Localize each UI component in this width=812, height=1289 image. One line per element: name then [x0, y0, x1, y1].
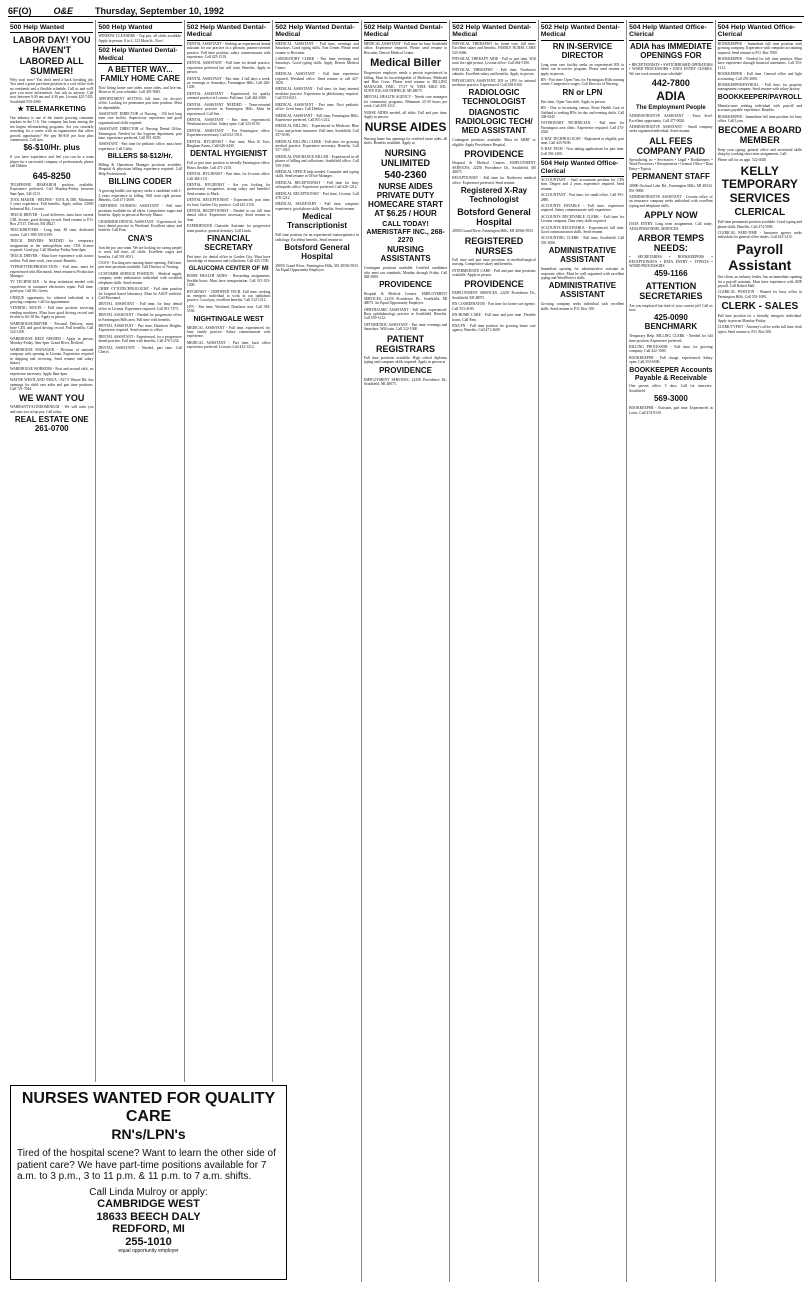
classified-ad: RN-HOME CARE - Full time and part time. Flexible hours. Call Pam. — [452, 313, 536, 322]
display-headline: ALL FEES COMPANY PAID — [636, 135, 706, 156]
classified-ad: Specializing in: • Secretaries • Legal • Bookkeepers • Word Processors • Receptionists • General Office • Data Entry • Typists — [629, 157, 713, 171]
display-headline: The Employment People — [636, 105, 706, 112]
classified-ad: TRUCK DRIVER - Must have experience with tractor trailers. Full time work, year round. Benefits. — [10, 254, 94, 263]
classified-ad: Now hiring home care aides, nurse aides, and live-ins. Hours to fit your schedule. Call 455-5683. — [98, 85, 182, 95]
display-headline: Payroll Assistant — [728, 240, 792, 273]
classified-ad: WAREHOUSE MANAGER - Division of national company with opening in Livonia. Experience required in shipping and receiving. Send resume and salary history. — [10, 347, 94, 365]
display-headline: RN IN-SERVICE DIRECTOR — [552, 41, 613, 60]
classified-ad: MEDICAL RECEPTIONIST - Full time for busy orthopedic office. Experience preferred. Call 626-1212. — [275, 180, 359, 190]
classified-ad: TRUCKDRIVERS - Long haul, 48 state, dedicated routes. Call 1-800-555-0199. — [10, 228, 94, 237]
classified-ad: Immediate opening for administrative assistant in corporate office. Must be well organized with excellent typing and WordPerfect skills. — [540, 267, 625, 280]
classified-ad: WINDOW CLEANERS - Top pay, all shifts available. Apply in person. 8 to 4, 123 Main St., Novi. — [98, 34, 182, 43]
ad-address: 18633 BEECH DALY — [96, 1210, 201, 1223]
classified-ad: MEDICAL ASSISTANT - Full time, Farmington Hills. Experience preferred. Call 851-1212. — [275, 113, 359, 122]
classified-ad: MEDICAL ASSISTANT - Part time, Novi pediatric office. Great hours. Call Debbie. — [275, 102, 359, 112]
classified-ad: DENTAL ASSISTANT - Experienced, for quality oriented practice in Livonia. Full time. Call 464-1000. — [186, 91, 271, 101]
classified-ad: X-RAY TECH - Now taking applications for part time. Call 356-1400. — [540, 147, 625, 156]
classified-ad: Nursing home has openings for certified nurse aides, all shifts. Benefits available. Apply at — [363, 136, 448, 146]
display-headline: ADMINISTRATIVE ASSISTANT — [548, 246, 617, 265]
classified-ad: MEDICAL ASSISTANT - Full time experience required, Westland office. Send resume or call 427-1020. — [275, 72, 359, 86]
section-heading: 504 Help Wanted Office-Clerical — [718, 22, 802, 41]
classified-ad: DENTAL ASSISTANT - For Farmington office. Experience necessary. Call 652-1010. — [186, 128, 271, 138]
section-heading: 502 Help Wanted Dental-Medical — [275, 22, 358, 41]
display-headline: 569-3000 — [653, 394, 688, 404]
display-headline: Medical Biller — [370, 57, 441, 70]
classified-ad: A growing health care agency seeks a candidate with 1-2 years experience in billing. Will train right person. Benefits. Call 471-2600. — [98, 189, 182, 203]
classified-ad: RN/LPN - Full time position for growing home care agency. Benefits. Call 471-2600. — [452, 323, 536, 333]
classified-ad: Our client, an industry leader, has an immediate opening for a payroll assistant. Must have experience with ADP payroll. Call Robert Half. — [717, 275, 802, 289]
classified-ad: DENTAL ASSISTANT - Full time for dental practice, experience preferred but will train. Benefits. Apply in person. — [186, 61, 271, 75]
classified-ad: DENTAL RECEPTIONIST - Needed in our full time dental office. Experience necessary. Send resume to Ann. — [186, 208, 271, 222]
classified-ad: ACCOUNTANT - Staff accountant position for CPA firm. Degree and 2 years experience required. Send resume. — [540, 177, 625, 191]
classified-ad: BOOKKEEPER - Needed for full time position. Must have experience through financial statements. Call 353-1212. — [717, 57, 802, 70]
page-date: Thursday, September 10, 1992 — [95, 6, 224, 16]
column-8 — [627, 20, 715, 1282]
section-heading: 504 Help Wanted Office-Clerical — [541, 158, 624, 177]
classified-ad: Full time position for an experienced transcriptionist in radiology. Excellent benefits. Send resume to: — [275, 233, 359, 242]
classified-ad: DENTAL ASSISTANT NEEDED - Team-oriented preventive practice in Farmington Hills. Must be experienced. Call Sue. — [186, 102, 271, 116]
classified-ad: ACCOUNTS RECEIVABLE - Experienced, full time. Good communication skills. Send resume. — [540, 225, 625, 235]
display-headline: CNA'S — [127, 233, 153, 243]
display-headline: Registered X-Ray Technologist — [460, 186, 528, 205]
classified-ad: HYGIENIST - CERTIFIED TECH. Full time, seeking an energetic individual to work in our opthalmic practice. Good pay, excellent benefits. Call 312-1212. — [186, 289, 271, 303]
classified-ad: APPOINTMENT SETTING full time, for doctor's office. Looking for permanent part time position. Must be dependable. — [98, 96, 182, 110]
display-headline: PROVIDENCE — [379, 280, 432, 290]
display-headline: BILLING CODER — [108, 177, 172, 187]
display-headline: BOOKKEEPER/PAYROLL — [717, 93, 802, 101]
classified-ad: RN COORDINATOR - Part time for home care agency. Call 553-4100. — [452, 302, 536, 311]
classified-ad: DENTAL RECEPTIONIST - Experienced, part time, for busy Garden City practice. Call 425-2150. — [186, 198, 271, 207]
classified-ad: 28000 Orchard Lake Rd., Farmington Hills, MI 48334. 851-9000. — [629, 184, 713, 193]
classified-ad: • SECRETARIES • BOOKKEEPERS • RECEPTIONISTS • DATA ENTRY • TYPISTS • WORD PROCESSORS — [629, 255, 713, 269]
classified-ad: LPN - Part time, Westland, Dearborn area. Call 584-5530. — [186, 304, 271, 314]
display-headline: FINANCIAL SECRETARY — [204, 233, 253, 252]
classified-ad: If you have experience and feel you can be a team player for a successful company of professionals, please call Debbie — [10, 155, 94, 169]
ad-city: REDFORD, MI — [112, 1223, 185, 1235]
section-heading: 500 Help Wanted — [10, 22, 93, 33]
column-9 — [716, 20, 804, 1282]
classified-ad: MEDICAL OFFICE help needed. Computer and typing skills. Send resume to Office Manager. — [275, 169, 359, 179]
page-number: 6F(O) — [8, 6, 32, 16]
classified-ad: PHYSICAL THERAPIST for home care, full time. Excellent salary and benefits. FAMILY NURSE CARE 525-0466. — [452, 41, 536, 55]
classified-ad: PHYSICAL THERAPY AIDE - Full or part time. Will train the right person. Livonia office. Call 464-5100. — [452, 57, 536, 66]
classified-ad: Full or part time position in friendly Farmington office. Hours flexible. Call 471-2155. — [186, 161, 271, 170]
classified-ad: WARRANTY/CONDOMINIUM - We will train you and start you at top pay. Call today. — [10, 405, 94, 414]
classified-ad: WAREHOUSE/DRIVER - Personal Delivery, must have CDL and good driving record. Full benefits. Call 522-1200. — [10, 321, 94, 335]
classified-ad: Growing company seeks individual with excellent skills. Send resume to P.O. Box 100. — [540, 302, 625, 311]
display-headline: ATTENTION SECRETARIES — [639, 281, 703, 302]
classified-ad: ACCOUNTING CLERK - Full time, Southfield. Call 355-1000. — [540, 236, 625, 245]
display-headline: 540-2360 — [384, 169, 427, 181]
classified-ad: MENTAL HEALTH AGENCY - Needs case managers for community programs. Minimum 25-30 hours per week. Call 459-1212. — [363, 95, 448, 109]
classified-ad: ADMINISTRATIVE ASSISTANT - Entry level. Excellent opportunity. Call 477-0020. — [629, 114, 713, 123]
classified-ad: WAREHOUSE WORKERS - First and second shift, no experience necessary. Apply 8am-4pm. — [10, 367, 94, 376]
classified-ad: OPHTHALMIC ASSISTANT - Full time, experienced. Busy ophthalmology practice in Southfield. Benefits. Call 559-1212. — [363, 307, 448, 321]
classified-ad: CLERK/TYPIST - Attorney's office seeks full time clerk typist. Send resume to P.O. Box 500. — [717, 325, 802, 334]
paper-name: O&E — [53, 6, 74, 16]
classified-ad: BOOKKEEPER - Immediate full time position for busy office. Call Lynn. — [717, 114, 802, 123]
classified-ad: Why start now? You don't need a back breaking job. You need a great part-time position in a cool office with no weekends and a flexible schedule. Call us and we'll give you more information. Just ask us anyway. Call now between 9:30 am and 4:30 pm. Livonia 425-7435. Southfield 559-4390. — [10, 77, 94, 104]
classified-ad: TELEPHONE RESEARCH position available. Experience preferred. Call Monday-Friday between 9am-5pm, 344-2113. — [10, 182, 94, 196]
classified-ad: CNA'S - Exciting new nursing home opening. Full time, part time positions available. Call Director of Nursing. — [98, 261, 182, 270]
section-heading: 500 Help Wanted — [98, 22, 181, 33]
classified-ad: Temporary Help. BILLING CLERK - Needed for full time position. Experience preferred. — [629, 334, 713, 343]
display-headline: 645-8250 — [32, 170, 71, 181]
display-headline: WE WANT YOU — [19, 393, 85, 404]
classified-ad: Manufacturer seeking individual with payroll and accounts payable experience. Benefits. — [717, 103, 802, 113]
display-headline: CLERK - SALES — [721, 301, 799, 313]
display-headline: $6-$10/Hr. plus — [23, 143, 80, 153]
classified-ad: DENTAL ASSISTANT - Needed, part time. Call Cheryl. — [98, 345, 182, 354]
ad-body: Tired of the hospital scene? Want to learn the other side of patient care? We have part-time positions available for 7 a.m. to 3 p.m., 3 to 11 p.m. & 11 p.m. to 7 a.m. shifts. — [17, 1148, 276, 1182]
display-headline: PROVIDENCE — [464, 149, 524, 160]
column-6 — [450, 20, 538, 1282]
display-headline: CLERICAL — [734, 207, 786, 219]
classified-ad: BOOKKEEPER - Immediate full time position with growing company. Experience with computer accounting required. Send resume to P.O. Box 7000. — [717, 41, 802, 55]
classified-ad: DENTAL ASSISTANT - Experienced, for a progressive dental practice. Full time with benefits. Call 476-1234. — [98, 334, 182, 344]
classified-ad: ADMINISTRATIVE ASSISTANT - Small company seeks organized individual. Send resume. — [629, 124, 713, 134]
display-headline: 459-1166 — [654, 269, 688, 279]
classified-ad: DENTAL ASSISTANT - Part time, 2 full days a week, no evenings or Saturdays. Farmington Hills. Call 626-1200. — [186, 76, 271, 90]
classified-ad: WAREHOUSE HELP NEEDED - Apply in person, Monday-Friday, 9am-3pm. Grand River, Redford. — [10, 336, 94, 346]
nurses-wanted-ad — [10, 1085, 287, 1280]
display-headline: GLAUCOMA CENTER OF MI — [188, 265, 269, 272]
display-headline: RADIOLOGIC TECHNOLOGIST — [462, 88, 526, 107]
classified-ad: CLERICAL PART-TIME - Insurance agency seeks individual for general office duties. Call 425-1212. — [717, 231, 802, 240]
classified-ad: DENTAL ASSISTANT - Seeking an experienced dental assistant for our practice in a pleasant, patient-oriented practice. Full time position, salary commensurate with experience. Call 425-1510. — [186, 41, 271, 60]
classified-ad: RN - Due to increasing census, Bortz Health Care of Oakland is seeking RNs for day and evening shifts. Call 338-0345. — [540, 106, 625, 119]
classified-ad: Are you employed but tired of your current job? Call us now. — [629, 303, 713, 312]
classified-ad: ASSISTANT - Part time for pediatric office, must have experience. Call Cathy. — [98, 142, 182, 151]
display-headline: CALL TODAY! AMERISTAFF INC., 268-2270 — [366, 220, 445, 244]
classified-ad: RN - Part time 11pm-7am, for Farmington Hills nursing center. Competitive wages. Call Director of Nursing. — [540, 77, 625, 87]
display-headline: A BETTER WAY... FAMILY HOME CARE — [100, 65, 180, 83]
display-headline: Medical Transcriptionist — [287, 212, 348, 231]
classified-ad: LABORATORY CLERK - Part time evenings and Saturdays. Good typing skills. Apply Detroit Medical Center. — [275, 57, 359, 70]
column-5 — [362, 20, 450, 1282]
classified-ad: Progressive employer needs a person experienced in billing. Must be knowledgeable of Medicare, Medicaid and Blue Cross. Please send resume to BILLING MANAGER, DMC, 17117 W. NINE MILE RD., SUITE 830, SOUTHFIELD, MI 48075. — [363, 71, 448, 93]
display-headline: PATIENT REGISTRARS — [376, 333, 436, 354]
classified-ad: MEDICAL BILLING CLERK - Full time, for growing medical practice. Experience necessary. Benefits. Call 557-1010. — [275, 139, 359, 153]
section-heading: 502 Help Wanted Dental-Medical — [541, 22, 624, 41]
classified-ad: MEDICAL ASSISTANT - Part time, back office experience preferred. Livonia. Call 422-1212. — [186, 340, 271, 350]
classified-ad: 28050 Grand River, Farmington Hills, MI 48336-5933. An Equal Opportunity Employer. — [275, 263, 359, 273]
classified-ad: ASSISTANT DIRECTOR of Nursing Dental Office, Farmington. Needed for the hygiene department, part time, experience preferred. Call 851-8250. — [98, 127, 182, 140]
classified-ad: Full time and part time positions in medical/surgical nursing. Competitive salary and benefits. — [452, 257, 536, 267]
classified-ad: INTERMEDIATE CARE - Full and part time positions available. Apply in person. — [452, 268, 536, 277]
classified-ad: MEDICAL BILLING - Experienced in Medicare, Blue Cross and private insurance. Full time, Southfield. Call 357-8100. — [275, 124, 359, 138]
display-headline: RN or LPN — [562, 87, 603, 97]
section-heading: 502 Help Wanted Dental-Medical — [452, 22, 535, 41]
classified-ad: TRUCK DRIVER - Local deliveries, must have current CDL license, good driving record. Send resume to P.O. Box 27147, Detroit, MI 48227. — [10, 213, 94, 226]
classified-ad: Please call for an appt. 522-4020 — [717, 158, 767, 163]
display-headline: ★ TELEMARKETING — [17, 106, 86, 114]
display-headline: NIGHTINGALE WEST — [193, 315, 264, 323]
classified-ad: BOOKKEEPER/PAYROLL - Full time, for property management company. Send resume with salary history. — [717, 83, 802, 92]
classified-ad: UNIQUE opportunity for talented individual in a growing company. Call for appointment. — [10, 295, 94, 305]
classified-ad: Full time position for a friendly, energetic individual. Apply in person Monday-Friday. — [717, 314, 802, 323]
classified-ad: ACCOUNTS RECEIVABLE CLERK - Full time for Livonia company. Data entry skills required. — [540, 214, 625, 224]
classified-ad: BOOKKEEPER - Assistant, part time. Experienced in Lotus. Call 474-9130. — [629, 406, 713, 415]
classified-ad: NURSE AIDES needed, all shifts. Full and part time. Apply in person. — [363, 110, 448, 119]
classified-ad: VENDING ROUTE - Full time position servicing vending machines. Must have good driving record and be able to lift 50 lbs. Apply in person. — [10, 306, 94, 320]
column-7 — [539, 20, 627, 1282]
ad-title: NURSES WANTED FOR QUALITY CARE — [21, 1090, 276, 1125]
ad-subtitle: RN's/LPN's — [111, 1126, 186, 1142]
classified-ad: CERTIFIED NURSING ASSISTANT - Full time positions available for all shifts. Competitive wages and benefits. Apply in person at Beverly Manor. — [98, 204, 182, 218]
classified-ad: EMPLOYMENT SERVICES, 22250 Providence Dr., Southfield, MI 48075. — [363, 377, 448, 387]
display-headline: BILLERS $8-$12/Hr. — [107, 153, 173, 161]
display-headline: ADMINISTRATIVE ASSISTANT — [548, 281, 617, 300]
display-headline: ARBOR TEMPS NEEDS: — [637, 233, 705, 254]
ad-eoe: equal opportunity employer — [118, 1248, 179, 1254]
section-heading: 504 Help Wanted Office-Clerical — [629, 22, 712, 41]
classified-ad: One person office. 5 days. Call for interview. Southfield. — [629, 384, 713, 393]
display-headline: Botsford General Hospital — [284, 242, 350, 261]
classified-ad: TOOL MAKER - HELPER - TOOL & DIE. Minimum 5 years experience. Full benefits. Apply within. 32000 Industrial Rd., Livonia. — [10, 197, 94, 211]
classified-ad: DENTAL HYGIENIST - Part time, Mon & Tues. Bingham Farms. Call 626-4440. — [186, 139, 271, 148]
classified-ad: Full time permanent position available. Good typing and phone skills. Benefits. Call 474-5000. — [717, 220, 802, 229]
classified-ad: MEDICAL SECRETARY - Full time, computer experience, good phone skills. Benefits. Send resume. — [275, 202, 359, 211]
classified-ad: TRUCK DRIVERS NEEDED for temporary assignments in the metropolitan area. CDL license required. Good pay. Call Monday-Friday 9am-4pm. — [10, 239, 94, 252]
classified-ad: WAYNE WESTLAND YMCA - 827-5 Wayne Rd. has openings for child care aides and part time positions. Call 721-7044. — [10, 378, 94, 391]
classified-ad: DENTAL HYGIENIST - Are you looking for professional recognition, strong salary and benefits? Send resume to Mark. — [186, 182, 271, 196]
display-headline: 442-7800 — [651, 77, 690, 88]
ad-name: CAMBRIDGE WEST — [97, 1198, 200, 1210]
classified-ad: TYPESETTER/PRODUCTION - Full time, must be experienced with Macintosh. Send resume to Production Manager. — [10, 265, 94, 278]
display-headline: NURSING UNLIMITED — [381, 147, 431, 168]
classified-ad: CLERICAL POSITION - Wanted for busy office in Farmington Hills. Call 553-1000. — [717, 290, 802, 299]
classified-ad: DENTAL ASSISTANT - Part time, experienced, Westland area office. Salary open. Call 523-0150. — [186, 117, 271, 127]
classified-ad: DENTAL HYGIENIST - Part time, for Livonia office. Call 464-1111. — [186, 172, 271, 181]
section-heading: 502 Help Wanted Dental-Medical — [364, 22, 447, 41]
classified-ad: Keep your typing, general office and secretarial skills sharp by working short term assignments. Call: — [717, 147, 802, 156]
classified-ad: Full time positions available. High school diploma, typing and computer skills required. Apply in person at — [363, 355, 448, 365]
display-headline: 425-0090 BENCHMARK — [644, 313, 698, 332]
classified-ad: BILLING PROCESSOR - Full time, for growing company. Call 422-1000. — [629, 345, 713, 354]
display-headline: ADIA has IMMEDIATE OPENINGS FOR — [630, 41, 712, 60]
section-heading: 502 Help Wanted Dental-Medical — [187, 22, 270, 41]
display-headline: PROVIDENCE — [464, 279, 524, 290]
page-header — [8, 2, 804, 17]
display-headline: PERMANENT STAFF — [631, 172, 710, 182]
classified-ad: CHAIRSIDE DENTAL ASSISTANT - Experienced, for busy dental practice in Westland. Excellent salary and benefits. Call Pam. — [98, 219, 182, 233]
classified-ad: ACCOUNTANT - Part time, for small office. Call 591-2880. — [540, 193, 625, 202]
display-headline: ADIA — [656, 89, 686, 104]
classified-ad: PHYSICAL THERAPIST - Full time, Northwest suburbs. Excellent salary and benefits. Apply in person. — [452, 67, 536, 77]
classified-ad: VETERINARY TECHNICIAN - Full time for Farmington area clinic. Experience required. Call 474-2920. — [540, 121, 625, 135]
classified-ad: 28050 Grand River, Farmington Hills, MI 48336-5933. — [452, 229, 534, 234]
display-headline: NURSE AIDES — [364, 120, 447, 135]
classified-ad: MEDICAL ASSISTANT - Full time for busy Southfield office. Experience required. Please send resume to Recruiter, Detroit Medical Center. — [363, 41, 448, 55]
display-headline: PROVIDENCE — [379, 365, 432, 375]
classified-ad: Long term care facility seeks an experienced RN to direct our in-service program. Please send resume or apply in person. — [540, 62, 625, 76]
classified-ad: OPTOMETRIC ASSISTANT - Part time, evenings and Saturdays. Will train. Call 522-1000. — [363, 322, 448, 332]
display-headline: APPLY NOW — [644, 210, 698, 221]
display-headline: Botsford General Hospital — [457, 207, 531, 228]
classified-ad: ADMINISTRATIVE ASSISTANT - Livonia office of an insurance company seeks individual with excellent typing and telephone skills. — [629, 194, 713, 208]
classified-ad: DATA ENTRY. Long term assignments. Call today. ADIA PERSONNEL SERVICES. — [629, 222, 713, 231]
classified-ad: MEDICAL ASSISTANT - Full time, evenings and Saturdays. Good typing skills. Non Center. Please send resume to Recruiter. — [275, 41, 359, 55]
classified-ad: Part time, 11pm-7am shift. Apply in person. — [540, 99, 606, 104]
ad-contact: Call Linda Mulroy or apply: — [89, 1186, 208, 1198]
display-headline: LABOR DAY! YOU HAVEN'T LABORED ALL SUMMER! — [12, 35, 91, 76]
classified-ad: Billing & Operations Manager positions available. Hospital & physician billing experience required. Call Help Professionals. — [98, 163, 182, 176]
classified-ad: MEDICAL INSURANCE BILLER - Experienced in all phases of billing and collections. Southfield office. Call 559-3300. — [275, 154, 359, 168]
classified-ad: CUSTOMER SERVICE POSITION - Medical supply company seeks enthusiastic individual with excellent telephone skills. Send resume. — [98, 271, 182, 285]
display-headline: DENTAL HYGIENIST — [190, 149, 268, 159]
classified-ad: PHYSICIAN'S ASSISTANT, RN or LPN for internal medicine practice. Experienced. Call 358-0300. — [452, 78, 536, 88]
display-headline: REGISTERED NURSES — [464, 235, 524, 256]
classified-ad: Hospital & Medical Centers. EMPLOYMENT SERVICES, 22250 Providence Dr., Southfield, MI 48075. An Equal Opportunity Employer. — [363, 292, 448, 306]
display-headline: DIAGNOSTIC RADIOLOGIC TECH/ MED ASSISTANT — [455, 108, 533, 136]
classified-ad: Contingent positions available. Certified candidates who meet our standards, Monday through Friday. Call 948-2980. — [363, 266, 448, 280]
classified-ad: • RECEPTIONISTS • SWITCHBOARD OPERATORS • WORD PROCESSORS • DATA ENTRY CLERKS. We can work around your schedule! — [629, 62, 713, 76]
classified-ad: Hospital & Medical Centers. EMPLOYMENT SERVICES, 22250 Providence Dr., Southfield, MI 48075. — [452, 161, 536, 174]
section-heading: 502 Help Wanted Dental-Medical — [98, 45, 181, 64]
classified-ad: Join the pro care team. We are looking for caring people to work full time, all shifts. Excellent wages and benefits. Call 591-0011. — [98, 245, 182, 259]
classified-ad: DENTAL ASSISTANT - Needed for progressive office in Farmington Hills area. Full time with benefits. — [98, 313, 182, 322]
classified-ad: RECEPTIONIST - Full time for Northwest medical office. Experience preferred. Send resume. — [452, 176, 536, 185]
classified-ad: MEDICAL ASSISTANT - Full time, experienced, for busy family practice. Salary commensurate with experience. — [186, 325, 271, 339]
classified-ad: CHIEF CYTOTECHNOLOGIST - Full time position for hospital based laboratory. Must be ASCP certified. Call Personnel. — [98, 287, 182, 300]
classified-ad: DENTAL ASSISTANT - Part time, Dearborn Heights. Experience required. Send resume to office. — [98, 323, 182, 333]
classified-ad: TV TECHNICIAN - In shop technician needed with experience in consumer electronics repair. Full time, good pay. Call Mr. Green. — [10, 280, 94, 294]
classified-ad: BOOKKEEPER - Full charge, experienced. Salary open. Call 353-6500. — [629, 355, 713, 365]
display-headline: BOOKKEEPER Accounts Payable & Receivable — [629, 366, 713, 382]
classified-ad: MEDICAL ASSISTANT - Full time, for busy internal medicine practice. Experience in phlebotomy required. Call 553-0211. — [275, 87, 359, 101]
display-headline: BECOME A BOARD MEMBER — [718, 125, 802, 146]
classified-ad: BOOKKEEPER - Full time. General office and light accounting. Call 476-2000. — [717, 72, 802, 81]
display-headline: KELLY TEMPORARY SERVICES — [721, 163, 798, 205]
classified-ad: MEDICAL RECEPTIONIST - Part time, Livonia. Call 478-1212. — [275, 191, 359, 200]
classified-ad: EXPERIENCED Chairside Assistant for progressive team practice, general dentistry. Call Linda. — [186, 224, 271, 233]
ad-phone: 255-1010 — [125, 1235, 172, 1248]
display-headline: NURSING ASSISTANTS — [380, 245, 431, 264]
classified-ad: Contingent positions available. Must be ARRT or eligible. Apply Providence Hospital. — [452, 138, 536, 147]
classified-ad: EMPLOYMENT SERVICES, 22250 Providence Dr., Southfield, MI 48075. — [452, 291, 536, 300]
classified-ad: Part time, for dental office in Garden City. Must have knowledge of insurance and collections. Call 425-1700. — [186, 254, 271, 264]
display-headline: REAL ESTATE ONE 261-0700 — [14, 415, 89, 434]
classified-ad: ASSISTANT DIRECTOR of Nursing - 150 bed long term care facility. Supervisory experience and good organizational skills required. — [98, 111, 182, 125]
classified-ad: DENTAL ASSISTANT - Full time, for busy dental office in Livonia. Experience required. Call 591-7373. — [98, 302, 182, 311]
classified-ad: ACCOUNTS PAYABLE - Full time, experience required. Salary commensurate with experience. — [540, 204, 625, 213]
classified-ad: Our industry is one of the fastest growing consumer markets in the U.S. Our company has been among the ten largest telemarketing programs. Are you currently searching for a career with an organization that offers growth opportunity? We pay $6-$10 per hour plus commission. Call now. — [10, 116, 94, 143]
display-headline: NURSE AIDES PRIVATE DUTY HOMECARE START AT $6.25 / HOUR — [368, 182, 444, 218]
classified-ad: HOME HEALTH AIDES - Rewarding assignments, flexible hours. Must have transportation. Call 313-353-1400. — [186, 274, 271, 288]
classified-ad: X-RAY TECHNOLOGIST - Registered or eligible, part time. Call 425-9100. — [540, 136, 625, 145]
